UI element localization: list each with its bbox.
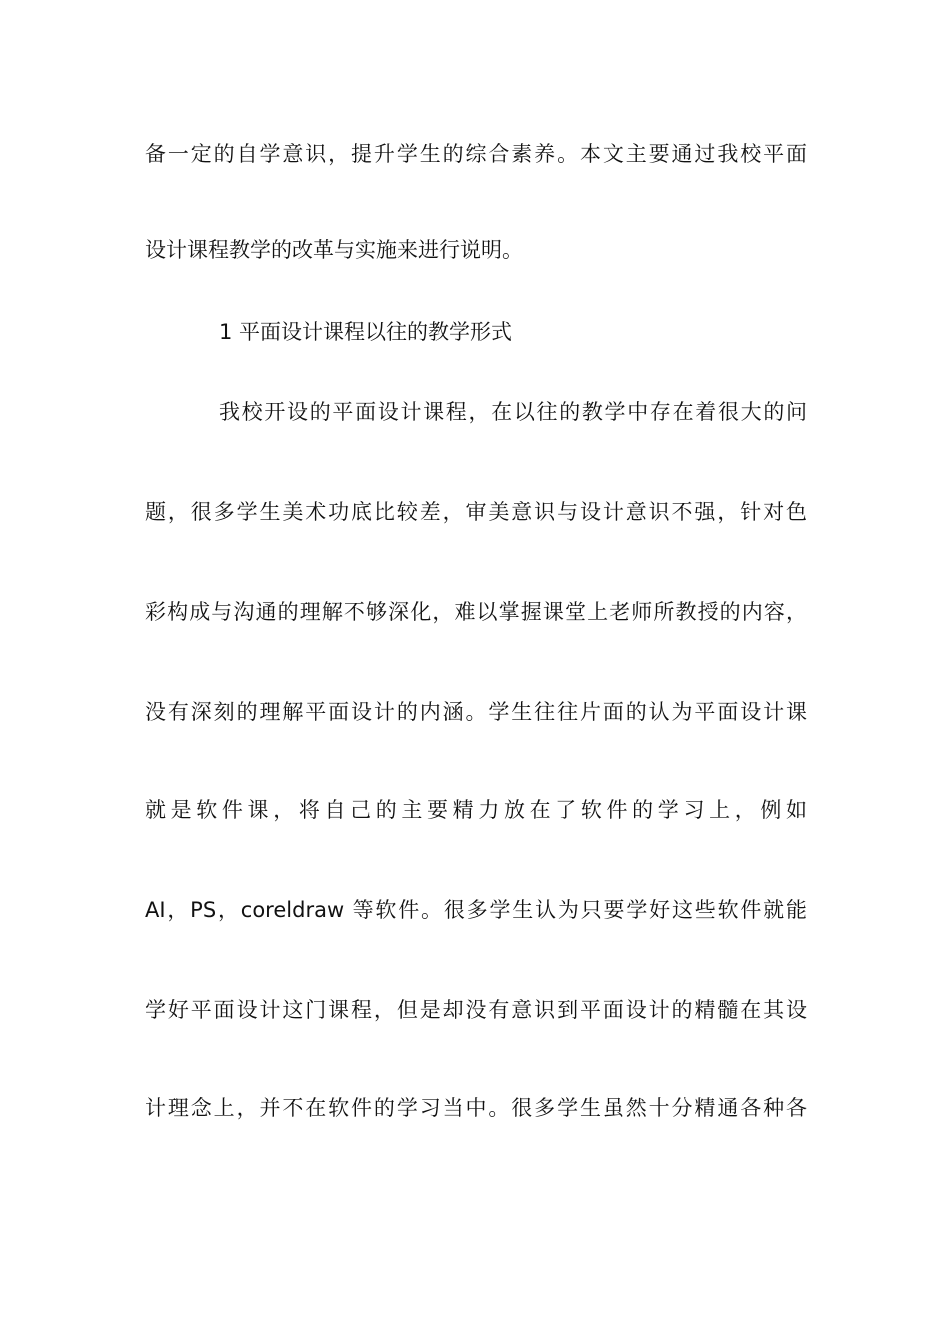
- body-text-line: 彩构成与沟通的理解不够深化，难以掌握课堂上老师所教授的内容，: [145, 600, 807, 624]
- body-text-line: 学好平面设计这门课程，但是却没有意识到平面设计的精髓在其设: [145, 998, 807, 1022]
- body-text-line: 题，很多学生美术功底比较差，审美意识与设计意识不强，针对色: [145, 500, 807, 524]
- body-text-line: 就是软件课，将自己的主要精力放在了软件的学习上，例如: [145, 798, 807, 822]
- body-text-line: 没有深刻的理解平面设计的内涵。学生往往片面的认为平面设计课: [145, 700, 807, 724]
- body-text-line: 设计课程教学的改革与实施来进行说明。: [145, 238, 523, 262]
- body-text-line: AI，PS，coreldraw 等软件。很多学生认为只要学好这些软件就能: [145, 898, 807, 922]
- section-heading: 1 平面设计课程以往的教学形式: [219, 320, 513, 344]
- body-text-line: 计理念上，并不在软件的学习当中。很多学生虽然十分精通各种各: [145, 1096, 807, 1120]
- paragraph-first-line: 我校开设的平面设计课程，在以往的教学中存在着很大的问: [219, 400, 807, 424]
- body-text-line: 备一定的自学意识，提升学生的综合素养。本文主要通过我校平面: [145, 142, 807, 166]
